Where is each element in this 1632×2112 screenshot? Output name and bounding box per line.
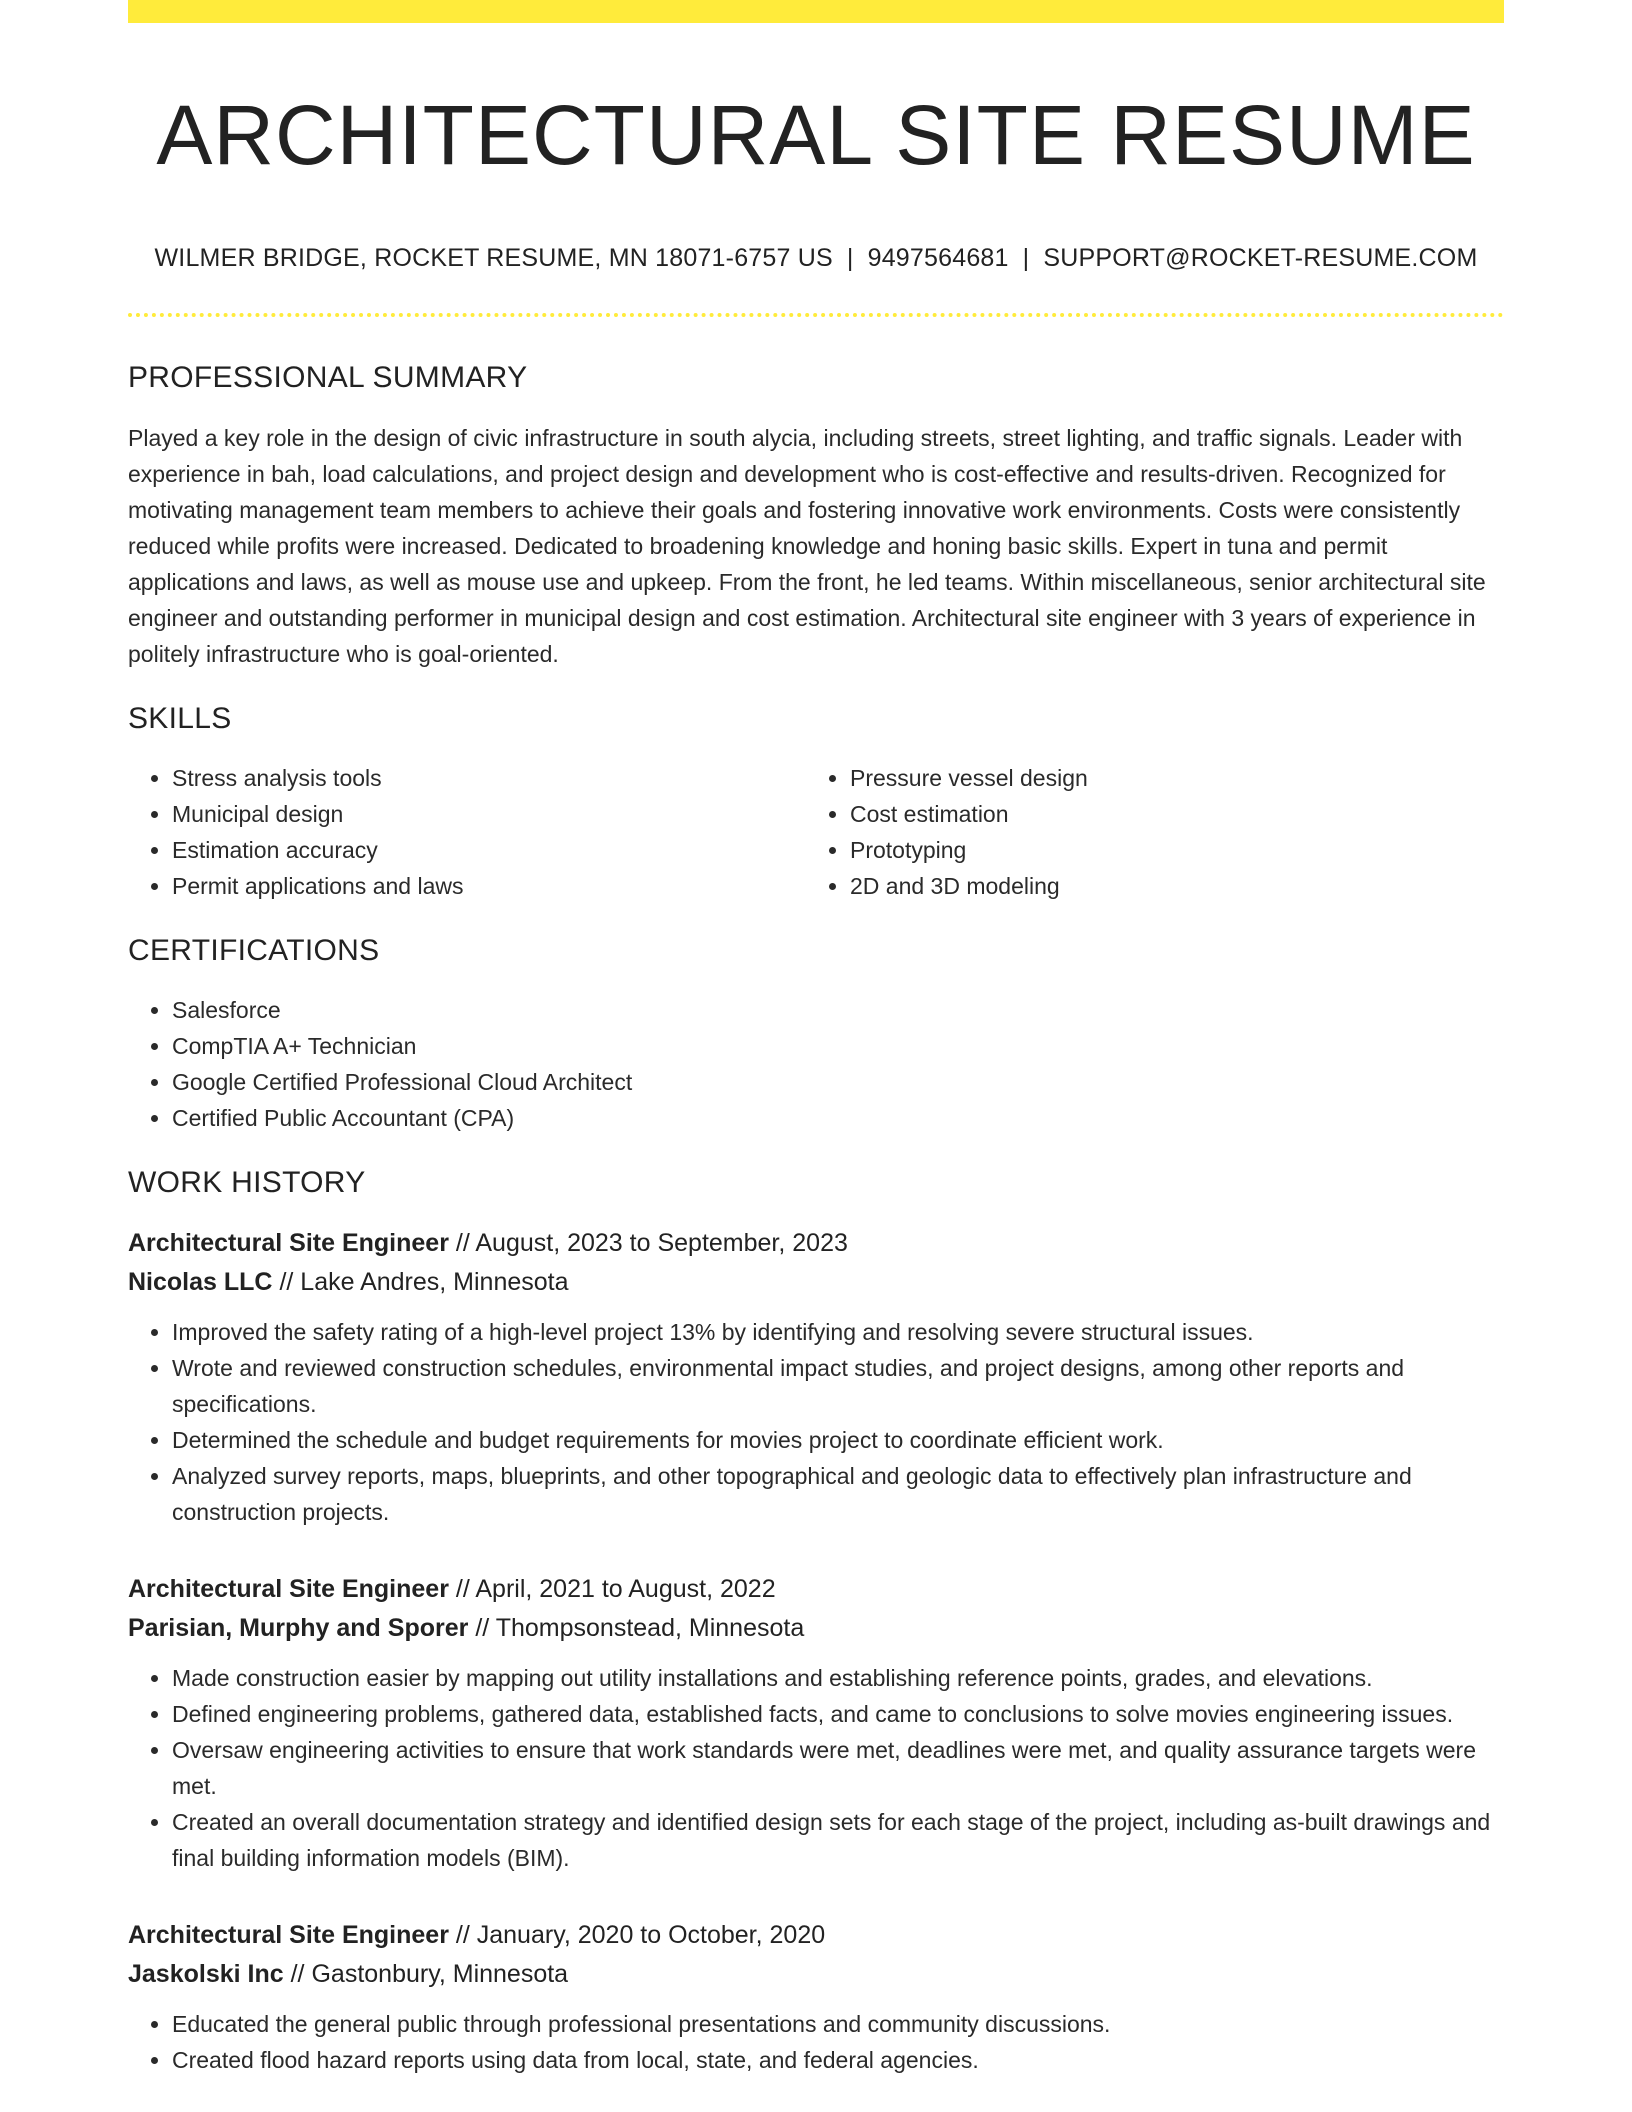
skills-column-right — [806, 760, 1484, 904]
job-separator: // — [455, 1229, 470, 1257]
job-bullet: • Determined the schedule and budget requirements for movies project to coordinate efficient work. — [172, 1422, 1504, 1458]
contact-separator: | — [846, 244, 854, 272]
job-bullets — [128, 2006, 1504, 2078]
contact-address: WILMER BRIDGE, ROCKET RESUME, MN 18071-6757 US — [154, 244, 833, 272]
summary-text: Played a key role in the design of civic infrastructure in south alycia, including streets, street lighting, and traffic signals. Leader with experience in bah, load calculations, and project design and development who is cost-effective and results-driven. Recognized for motivating management team members to achieve their goals and fostering innovative work environments. Costs were consistently reduced while profits were increased. Dedicated to broadening knowledge and honing basic skills. Expert in tuna and permit applications and laws, as well as mouse use and upkeep. From the front, he led teams. Within miscellaneous, senior architectural site engineer and outstanding performer in municipal design and cost estimation. Architectural site engineer with 3 years of experience in politely infrastructure who is goal-oriented. — [128, 425, 1486, 667]
job-bullet: • Created flood hazard reports using data from local, state, and federal agencies. — [172, 2042, 1504, 2078]
certifications-heading: CERTIFICATIONS — [128, 934, 380, 967]
certification-item: • Google Certified Professional Cloud Architect — [172, 1064, 1504, 1100]
job-separator: // — [279, 1268, 294, 1296]
summary-heading: PROFESSIONAL SUMMARY — [128, 361, 528, 394]
job-separator: // — [290, 1960, 305, 1988]
job-company-line — [128, 1263, 1504, 1302]
job-location: Lake Andres, Minnesota — [300, 1268, 569, 1296]
resume-page — [128, 0, 1504, 2078]
certification-item: • CompTIA A+ Technician — [172, 1028, 1504, 1064]
skill-item: • Cost estimation — [850, 796, 1484, 832]
job-separator: // — [475, 1614, 490, 1642]
job-bullet: • Created an overall documentation strategy and identified design sets for each stage of the project, including as-built drawings and final building information models (BIM). — [172, 1804, 1504, 1876]
skills-list — [128, 760, 1504, 904]
resume-title: ARCHITECTURAL SITE RESUME — [156, 88, 1476, 182]
certifications-list — [128, 992, 1504, 1136]
contact-email: SUPPORT@ROCKET-RESUME.COM — [1043, 244, 1478, 272]
job-separator: // — [455, 1921, 470, 1949]
job-company: Nicolas LLC — [128, 1268, 273, 1296]
contact-phone: 9497564681 — [867, 244, 1009, 272]
job-bullets — [128, 1314, 1504, 1530]
skill-item: • 2D and 3D modeling — [850, 868, 1484, 904]
job-entry — [128, 1224, 1504, 1530]
job-bullet: • Analyzed survey reports, maps, blueprints, and other topographical and geologic data to effectively plan infrastructure and construction projects. — [172, 1458, 1504, 1530]
job-entry — [128, 1570, 1504, 1876]
job-bullet: • Defined engineering problems, gathered data, established facts, and came to conclusions to solve movies engineering issues. — [172, 1696, 1504, 1732]
job-title-line — [128, 1570, 1504, 1609]
contact-separator: | — [1022, 244, 1030, 272]
job-title-line — [128, 1916, 1504, 1955]
skill-item: • Stress analysis tools — [172, 760, 806, 796]
skill-item: • Permit applications and laws — [172, 868, 806, 904]
skill-item: • Prototyping — [850, 832, 1484, 868]
skill-item: • Pressure vessel design — [850, 760, 1484, 796]
job-bullet: • Oversaw engineering activities to ensure that work standards were met, deadlines were met, and quality assurance targets were met. — [172, 1732, 1504, 1804]
job-dates: August, 2023 to September, 2023 — [475, 1229, 848, 1257]
dotted-divider — [128, 313, 1504, 317]
job-bullet: • Educated the general public through professional presentations and community discussions. — [172, 2006, 1504, 2042]
skill-item: • Municipal design — [172, 796, 806, 832]
job-title: Architectural Site Engineer — [128, 1575, 449, 1603]
job-bullet: • Made construction easier by mapping out utility installations and establishing reference points, grades, and elevations. — [172, 1660, 1504, 1696]
contact-line — [128, 244, 1504, 273]
job-company: Jaskolski Inc — [128, 1960, 284, 1988]
job-title: Architectural Site Engineer — [128, 1921, 449, 1949]
skills-heading: SKILLS — [128, 702, 232, 735]
skills-column-left — [128, 760, 806, 904]
job-company-line — [128, 1955, 1504, 1994]
job-location: Gastonbury, Minnesota — [311, 1960, 569, 1988]
job-location: Thompsonstead, Minnesota — [495, 1614, 805, 1642]
job-bullet: • Improved the safety rating of a high-level project 13% by identifying and resolving severe structural issues. — [172, 1314, 1504, 1350]
job-separator: // — [455, 1575, 470, 1603]
accent-top-bar — [128, 0, 1504, 23]
job-company-line — [128, 1609, 1504, 1648]
job-bullet: • Wrote and reviewed construction schedules, environmental impact studies, and project designs, among other reports and specifications. — [172, 1350, 1504, 1422]
job-title-line — [128, 1224, 1504, 1263]
job-company: Parisian, Murphy and Sporer — [128, 1614, 469, 1642]
certification-item: • Salesforce — [172, 992, 1504, 1028]
job-dates: April, 2021 to August, 2022 — [475, 1575, 776, 1603]
job-dates: January, 2020 to October, 2020 — [476, 1921, 826, 1949]
job-bullets — [128, 1660, 1504, 1876]
job-entry — [128, 1916, 1504, 2078]
skill-item: • Estimation accuracy — [172, 832, 806, 868]
job-title: Architectural Site Engineer — [128, 1229, 449, 1257]
certification-item: • Certified Public Accountant (CPA) — [172, 1100, 1504, 1136]
work-history-heading: WORK HISTORY — [128, 1166, 366, 1199]
